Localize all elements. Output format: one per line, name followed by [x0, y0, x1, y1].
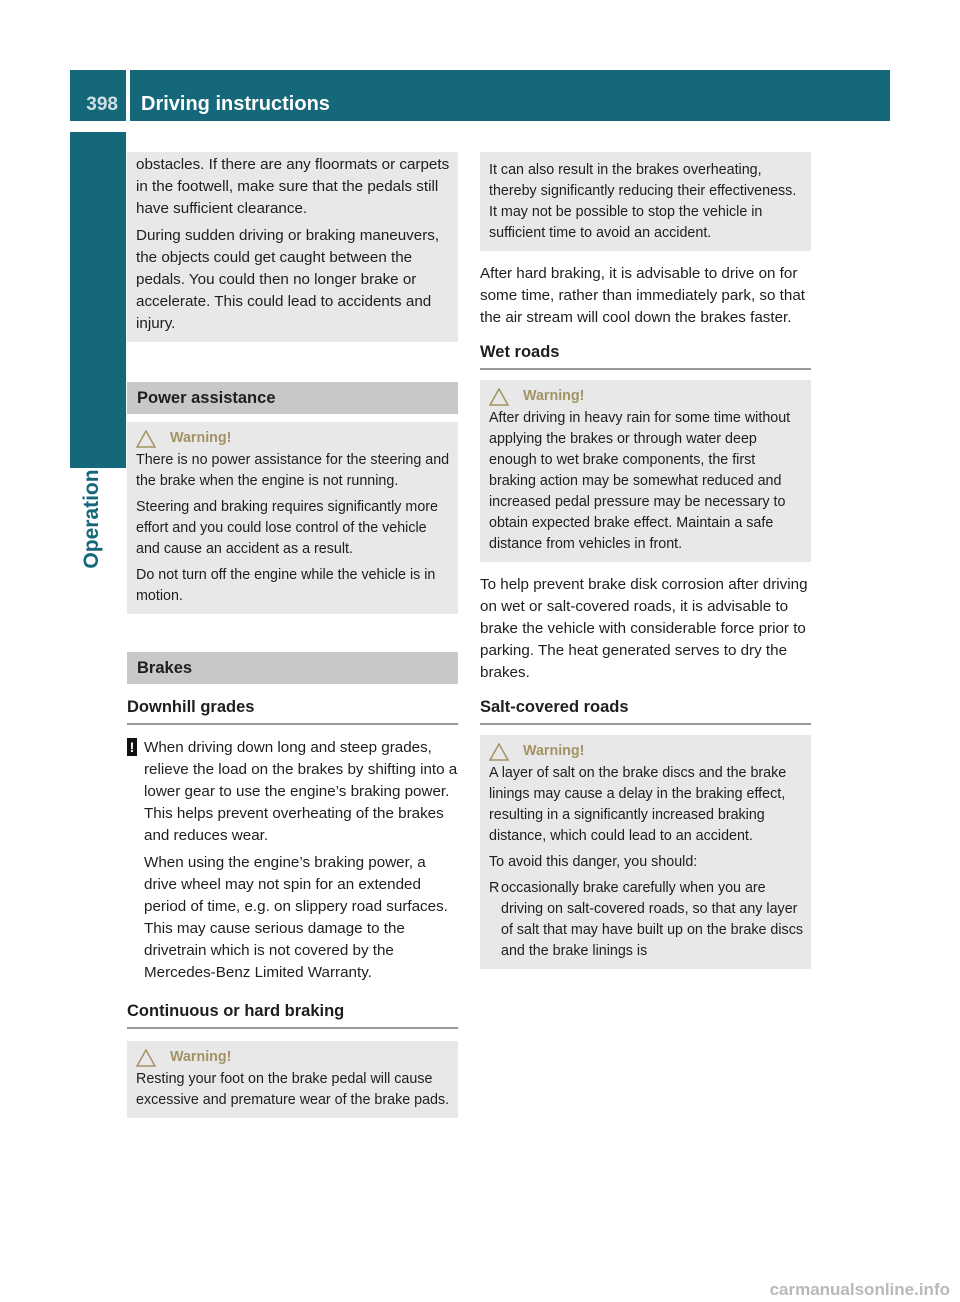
warning-triangle-icon — [489, 388, 509, 406]
paragraph: Resting your foot on the brake pedal will cause excessive and premature wear of the brake pads. — [136, 1071, 450, 1108]
subheading-wet-roads: Wet roads — [480, 341, 811, 370]
paragraph: It can also result in the brakes overheating, thereby significantly reducing their effectiveness. It may not be possible to stop the vehicle in sufficient time to avoid an accident. — [489, 162, 797, 241]
note-text: When driving down long and steep grades, relieve the load on the brakes by shifting into a lower gear to use the engine’s braking power. This helps prevent overheating of the brakes and reduces wear. — [144, 739, 458, 844]
warning-box — [127, 422, 458, 614]
note-paragraph — [127, 737, 458, 847]
warning-box — [480, 380, 811, 562]
page-title: Driving instructions — [141, 93, 330, 115]
paragraph: After hard braking, it is advisable to drive on for some time, rather than immediately park, so that the air stream will cool down the brakes faster. — [480, 265, 805, 326]
subheading-downhill-grades: Downhill grades — [127, 696, 458, 725]
warning-label: Warning! — [170, 430, 232, 446]
bullet-text: occasionally brake carefully when you are driving on salt-covered roads, so that any layer of salt that may have built up on the brake discs and the brake linings is — [501, 880, 803, 959]
warning-triangle-icon — [136, 430, 156, 448]
page-number: 398 — [86, 94, 118, 115]
subheading-continuous-braking: Continuous or hard braking — [127, 1000, 458, 1029]
bullet-marker: R — [489, 880, 500, 896]
warning-heading — [136, 1047, 450, 1068]
warning-triangle-icon — [489, 743, 509, 761]
side-tab-label: Operation — [80, 469, 103, 569]
paragraph: obstacles. If there are any floormats or carpets in the footwell, make sure that the pedals still have sufficient clearance. — [136, 156, 450, 217]
warning-triangle-icon — [136, 1049, 156, 1067]
exclamation-note-icon: ! — [127, 738, 137, 756]
warning-box — [127, 1041, 458, 1118]
section-heading-brakes: Brakes — [127, 652, 458, 684]
side-color-block — [70, 132, 126, 468]
watermark: carmanualsonline.info — [769, 1280, 950, 1299]
paragraph: To avoid this danger, you should: — [489, 854, 698, 870]
warning-heading — [489, 741, 803, 762]
paragraph: A layer of salt on the brake discs and the brake linings may cause a delay in the braking effect, resulting in a significantly increased braking distance, which could lead to an accident. — [489, 765, 787, 844]
warning-label: Warning! — [523, 743, 585, 759]
paragraph: To help prevent brake disk corrosion after driving on wet or salt-covered roads, it is advisable to brake the vehicle with considerable force prior to parking. The heat generated serves to dry the brakes. — [480, 576, 808, 681]
header-bar — [130, 70, 890, 121]
bullet-item — [489, 878, 803, 962]
left-column — [127, 152, 458, 1118]
paragraph: Steering and braking requires significantly more effort and you could lose control of the vehicle and cause an accident as a result. — [136, 499, 438, 557]
warning-label: Warning! — [523, 388, 585, 404]
note-paragraph-continued: When using the engine’s braking power, a drive wheel may not spin for an extended period of time, e.g. on slippery road surfaces. This may cause serious damage to the drivetrain which is not covered by the Mercedes-Benz Limited Warranty. — [144, 854, 448, 981]
subheading-salt-covered-roads: Salt-covered roads — [480, 696, 811, 725]
page-number-box — [70, 70, 126, 121]
warning-label: Warning! — [170, 1049, 232, 1065]
paragraph: Do not turn off the engine while the vehicle is in motion. — [136, 567, 436, 604]
warning-heading — [136, 428, 450, 449]
paragraph: After driving in heavy rain for some time without applying the brakes or through water deep enough to wet brake components, the first braking action may be somewhat reduced and increased pedal pressure may be necessary to obtain expected brake effect. Maintain a safe distance from vehicles in front. — [489, 410, 791, 552]
right-column — [480, 152, 811, 969]
warning-box — [480, 735, 811, 969]
warning-heading — [489, 386, 803, 407]
continued-warning-box — [127, 152, 458, 342]
paragraph: During sudden driving or braking maneuvers, the objects could get caught between the pedals. You could then no longer brake or accelerate. This could lead to accidents and injury. — [136, 227, 440, 332]
section-heading-power-assistance: Power assistance — [127, 382, 458, 414]
side-tab — [70, 469, 126, 569]
paragraph: There is no power assistance for the steering and the brake when the engine is not running. — [136, 452, 450, 489]
continued-warning-box — [480, 152, 811, 251]
